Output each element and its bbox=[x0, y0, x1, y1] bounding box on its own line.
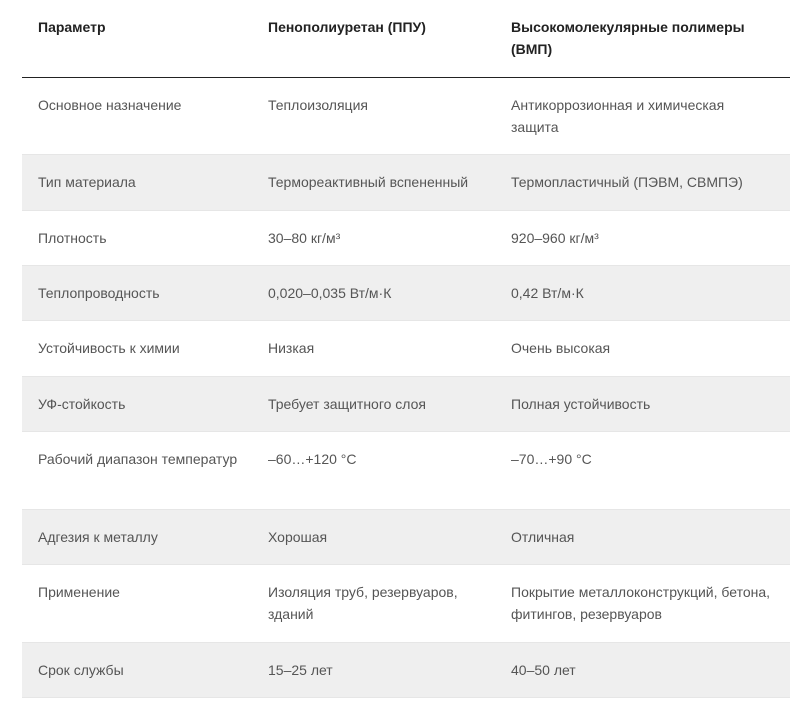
cell-parameter: Срок службы bbox=[38, 662, 124, 678]
cell-parameter: Плотность bbox=[38, 230, 107, 246]
table-row bbox=[22, 510, 790, 565]
table-row bbox=[22, 321, 790, 377]
table-header bbox=[22, 0, 790, 78]
cell-vmp: Полная устойчивость bbox=[511, 396, 651, 412]
cell-vmp: 920–960 кг/м³ bbox=[511, 230, 599, 246]
cell-ppu: Хорошая bbox=[268, 529, 328, 545]
cell-ppu: 15–25 лет bbox=[268, 662, 333, 678]
cell-vmp: Антикоррозионная и химическая защита bbox=[511, 97, 725, 135]
cell-ppu: Теплоизоляция bbox=[268, 97, 368, 113]
cell-ppu: 30–80 кг/м³ bbox=[268, 230, 341, 246]
cell-ppu: Термореактивный вспененный bbox=[268, 174, 469, 190]
table-row bbox=[22, 155, 790, 211]
cell-ppu: Изоляция труб, резервуаров, зданий bbox=[268, 584, 458, 622]
cell-parameter: Рабочий диапазон температур bbox=[38, 451, 238, 467]
cell-vmp: –70…+90 °C bbox=[511, 451, 592, 467]
cell-vmp: 0,42 Вт/м·К bbox=[511, 285, 584, 301]
cell-ppu: 0,020–0,035 Вт/м·К bbox=[268, 285, 392, 301]
cell-parameter: Адгезия к металлу bbox=[38, 529, 158, 545]
cell-parameter: Основное назначение bbox=[38, 97, 182, 113]
cell-vmp: Покрытие металлоконструкций, бетона, фитингов, резервуаров bbox=[511, 584, 771, 622]
cell-parameter: Устойчивость к химии bbox=[38, 340, 180, 356]
table-row bbox=[22, 78, 790, 155]
cell-vmp: Очень высокая bbox=[511, 340, 611, 356]
cell-vmp: Отличная bbox=[511, 529, 575, 545]
table-row bbox=[22, 432, 790, 510]
header-ppu: Пенополиуретан (ППУ) bbox=[268, 19, 426, 35]
cell-parameter: УФ-стойкость bbox=[38, 396, 126, 412]
cell-ppu: Требует защитного слоя bbox=[268, 396, 426, 412]
table-row bbox=[22, 377, 790, 432]
header-parameter: Параметр bbox=[38, 19, 106, 35]
table-row bbox=[22, 643, 790, 698]
cell-ppu: –60…+120 °C bbox=[268, 451, 357, 467]
cell-ppu: Низкая bbox=[268, 340, 315, 356]
header-vmp: Высокомолекулярные полимеры (ВМП) bbox=[511, 19, 745, 57]
cell-vmp: Термопластичный (ПЭВМ, СВМПЭ) bbox=[511, 174, 743, 190]
cell-vmp: 40–50 лет bbox=[511, 662, 576, 678]
table-row bbox=[22, 266, 790, 321]
cell-parameter: Применение bbox=[38, 584, 120, 600]
table-row bbox=[22, 211, 790, 266]
cell-parameter: Теплопроводность bbox=[38, 285, 160, 301]
table-row bbox=[22, 565, 790, 643]
cell-parameter: Тип материала bbox=[38, 174, 136, 190]
